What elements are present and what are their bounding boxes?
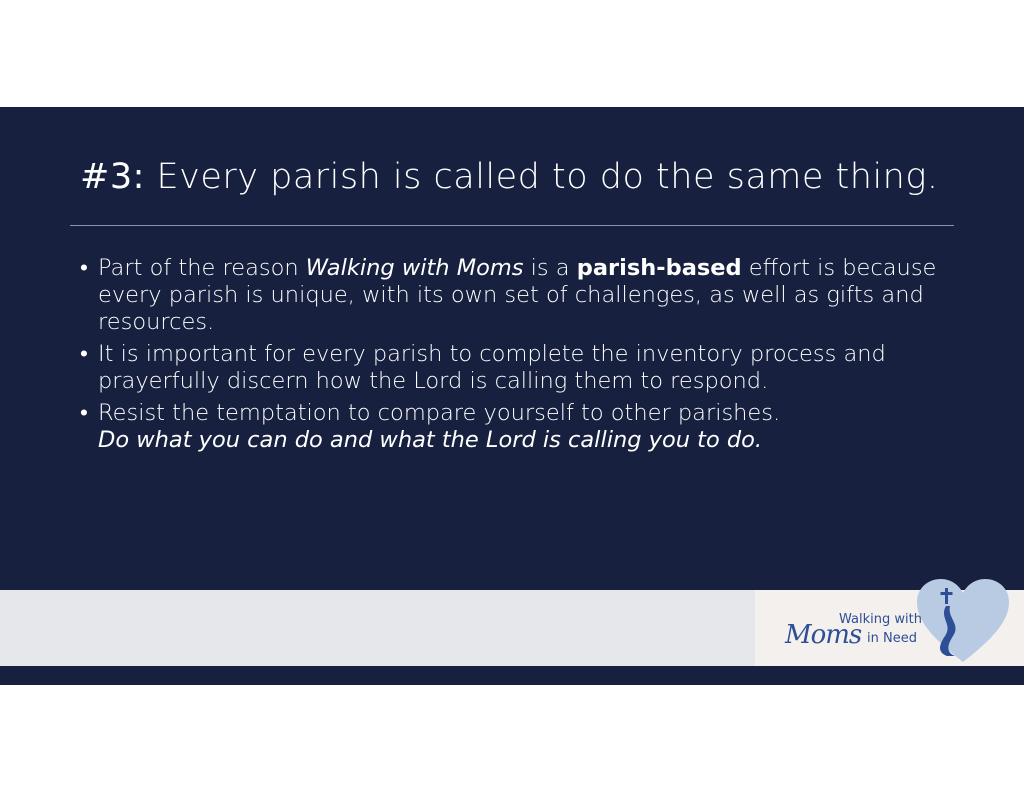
bullet-item xyxy=(80,341,960,395)
bullet-text: is a xyxy=(523,255,577,281)
title-divider xyxy=(70,225,954,226)
bullet-bold-emphasis: parish-based xyxy=(576,255,742,281)
slide xyxy=(0,107,1024,685)
slide-title xyxy=(80,157,938,197)
bullet-italic-text: Do what you can do and what the Lord is calling you to do. xyxy=(98,427,763,453)
bullet-text: Part of the reason xyxy=(98,255,306,281)
bullet-text: It is important for every parish to complete the inventory process and prayerfully discern how the Lord is calling them to respond. xyxy=(98,341,886,394)
logo-wordmark xyxy=(785,612,985,652)
bullet-item xyxy=(80,400,960,454)
logo xyxy=(755,590,1024,666)
bullet-italic-program-name: Walking with Moms xyxy=(305,255,524,281)
logo-line-1: Walking with xyxy=(839,612,922,627)
bullet-text: Resist the temptation to compare yourself to other parishes. xyxy=(98,400,781,426)
bullet-text: effort is because every parish is unique, with its own set of challenges, as well as gifts and resources. xyxy=(98,255,937,335)
title-number: #3: xyxy=(80,157,145,197)
title-text: Every parish is called to do the same thing. xyxy=(144,157,939,197)
logo-moms: Moms xyxy=(785,620,862,650)
logo-line-2: in Need xyxy=(867,631,917,646)
bullet-list xyxy=(80,255,960,459)
bullet-item xyxy=(80,255,960,336)
footer-band xyxy=(0,590,1024,666)
